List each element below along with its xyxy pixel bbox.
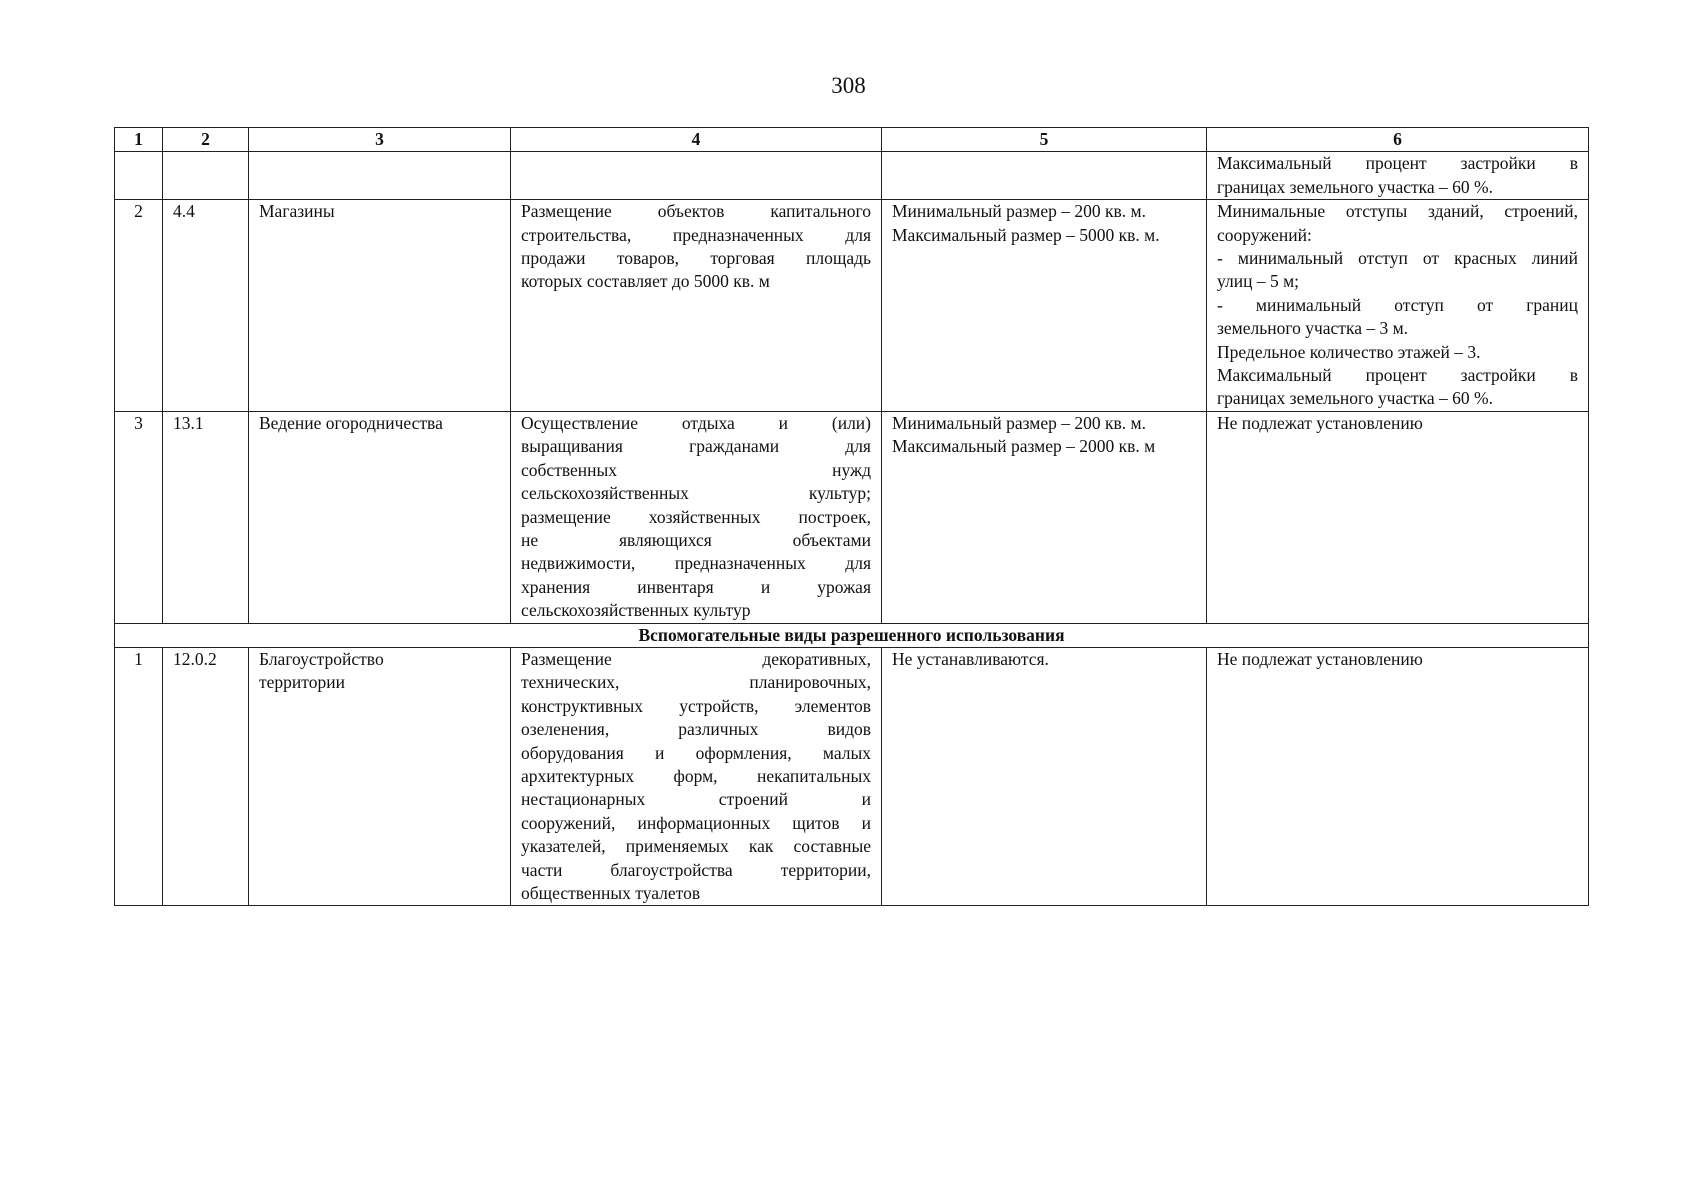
description-line: хранения инвентаря и урожая [521, 576, 871, 597]
use-name-cell [249, 411, 511, 623]
use-name-line: Благоустройство [259, 648, 384, 669]
plot-size-cell [882, 411, 1207, 623]
use-description-cell [511, 647, 882, 905]
table-row [115, 200, 1589, 412]
use-name-line: Ведение огородничества [259, 412, 443, 433]
params-line: - минимальный отступ от красных линий [1217, 248, 1578, 269]
row-number: 2 [115, 200, 163, 412]
description-line: указателей, применяемых как составные [521, 836, 871, 857]
description-line: Осуществление отдыха и (или) [521, 412, 871, 433]
params-line: - минимальный отступ от границ [1217, 294, 1578, 315]
description-line: которых составляет до 5000 кв. м [521, 271, 770, 292]
description-line: собственных нужд [521, 459, 871, 480]
table-row [115, 411, 1589, 623]
row-number [115, 152, 163, 200]
description-line: строительства, предназначенных для [521, 224, 871, 245]
use-name-cell [249, 200, 511, 412]
description-line: сооружений, информационных щитов и [521, 812, 871, 833]
column-number: 4 [511, 128, 882, 152]
params-line: земельного участка – 3 м. [1217, 318, 1409, 339]
plot-size-line: Минимальный размер – 200 кв. м. [892, 412, 1146, 433]
description-line: не являющихся объектами [521, 529, 871, 550]
zoning-table [114, 127, 1589, 906]
use-code: 13.1 [163, 411, 249, 623]
use-name-cell [249, 152, 511, 200]
plot-size-line: Максимальный размер – 5000 кв. м. [892, 224, 1160, 245]
construction-params-cell [1207, 200, 1589, 412]
description-line: Размещение объектов капитального [521, 201, 871, 222]
description-line: конструктивных устройств, элементов [521, 695, 871, 716]
use-description-cell [511, 411, 882, 623]
column-number: 3 [249, 128, 511, 152]
column-number: 1 [115, 128, 163, 152]
use-code: 4.4 [163, 200, 249, 412]
column-number: 6 [1207, 128, 1589, 152]
use-name-line: территории [259, 672, 345, 693]
description-line: Размещение декоративных, [521, 648, 871, 669]
use-name-cell [249, 647, 511, 905]
params-line: границах земельного участка – 60 %. [1217, 388, 1493, 409]
use-description-cell [511, 152, 882, 200]
description-line: части благоустройства территории, [521, 859, 871, 880]
table-row [115, 647, 1589, 905]
column-number-row [115, 128, 1589, 152]
description-line: технических, планировочных, [521, 672, 871, 693]
description-line: архитектурных форм, некапитальных [521, 765, 871, 786]
use-code: 12.0.2 [163, 647, 249, 905]
params-line: Не подлежат установлению [1217, 648, 1423, 669]
section-title: Вспомогательные виды разрешенного использования [115, 623, 1589, 647]
description-line: сельскохозяйственных культур; [521, 483, 871, 504]
description-line: выращивания гражданами для [521, 436, 871, 457]
description-line: общественных туалетов [521, 883, 701, 903]
use-code [163, 152, 249, 200]
plot-size-line: Не устанавливаются. [892, 648, 1049, 669]
params-line: сооружений: [1217, 224, 1312, 245]
description-line: недвижимости, предназначенных для [521, 553, 871, 574]
construction-params-cell [1207, 411, 1589, 623]
description-line: нестационарных строений и [521, 789, 871, 810]
description-line: продажи товаров, торговая площадь [521, 248, 871, 269]
page-number: 308 [831, 73, 866, 98]
description-line: оборудования и оформления, малых [521, 742, 871, 763]
plot-size-cell [882, 647, 1207, 905]
params-line: Не подлежат установлению [1217, 412, 1423, 433]
use-name-line: Магазины [259, 201, 335, 222]
description-line: озеленения, различных видов [521, 719, 871, 740]
row-number: 1 [115, 647, 163, 905]
params-line: улиц – 5 м; [1217, 271, 1300, 292]
column-number: 5 [882, 128, 1207, 152]
params-line: Максимальный процент застройки в [1217, 365, 1578, 386]
row-number: 3 [115, 411, 163, 623]
description-line: сельскохозяйственных культур [521, 600, 751, 621]
use-description-cell [511, 200, 882, 412]
plot-size-cell [882, 200, 1207, 412]
params-line: Предельное количество этажей – 3. [1217, 341, 1481, 362]
params-line: границах земельного участка – 60 %. [1217, 176, 1493, 197]
table-row [115, 152, 1589, 200]
plot-size-line: Максимальный размер – 2000 кв. м [892, 436, 1156, 457]
params-line: Минимальные отступы зданий, строений, [1217, 201, 1578, 222]
section-header-row [115, 623, 1589, 647]
plot-size-cell [882, 152, 1207, 200]
column-number: 2 [163, 128, 249, 152]
construction-params-cell [1207, 647, 1589, 905]
description-line: размещение хозяйственных построек, [521, 506, 871, 527]
params-line: Максимальный процент застройки в [1217, 153, 1578, 174]
construction-params-cell [1207, 152, 1589, 200]
plot-size-line: Минимальный размер – 200 кв. м. [892, 201, 1146, 222]
